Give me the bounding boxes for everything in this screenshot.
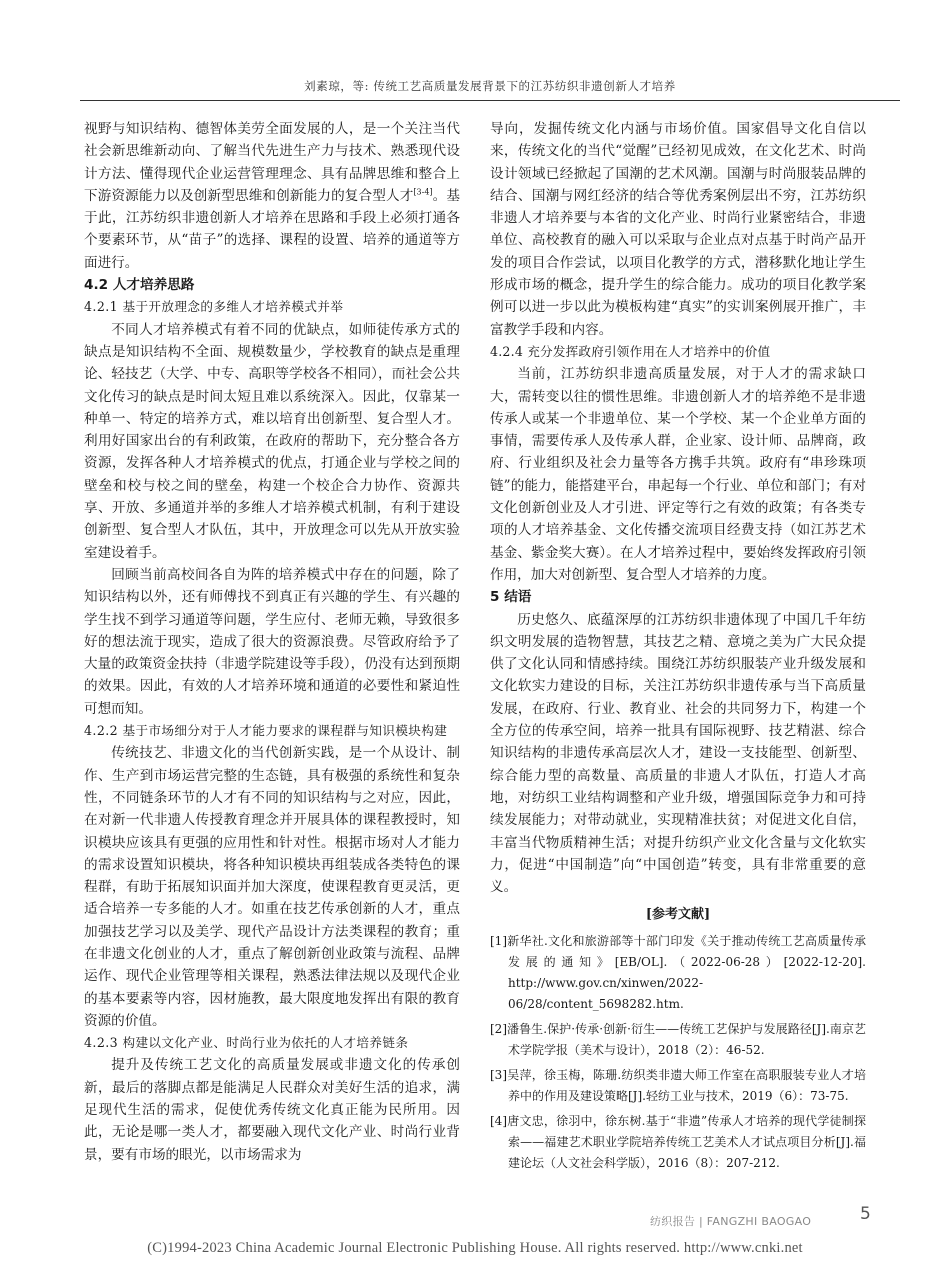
- copyright-notice: (C)1994-2023 China Academic Journal Electronic Publishing House. All rights reserved. http://www.cnki.net: [147, 1240, 803, 1256]
- paragraph-4-2-4: 当前，江苏纺织非遗高质量发展，对于人才的需求缺口大，需转变以往的惯性思维。非遗创新人才的培养绝不是非遗传承人或某一个非遗单位、某一个学校、某一个企业单方面的事情，需要传承人及传承人群，企业家、设计师、品牌商，政府、行业组织及社会力量等各方携手共筑。政府有“串珍珠项链”的能力，能搭建平台，串起每一个行业、单位和部门；有对文化创新创业及人才引进、评定等行之有效的政策；有各类专项的人才培养基金、文化传播交流项目经费支持（如江苏艺术基金、紫金奖大赛）。在人才培养过程中，要始终发挥政府引领作用，加大对创新型、复合型人才培养的力度。: [490, 366, 866, 583]
- paragraph-continuation: 视野与知识结构、德智体美劳全面发展的人，是一个关注当代社会新思维新动向、了解当代先进生产力与技术、熟悉现代设计方法、懂得现代企业运营管理理念、具有品牌思维和整合上下游资源能力以及创新型思维和创新能力的复合型人才[3-4]。基于此，江苏纺织非遗创新人才培养在思路和手段上必须打通各个要素环节，从“苗子”的选择、课程的设置、培养的通道等方面进行。: [84, 121, 460, 271]
- paragraph-4-2-3: 提升及传统工艺文化的高质量发展或非遗文化的传承创新，最后的落脚点都是能满足人民群众对美好生活的追求，满足现代生活的需求，促使优秀传统文化真正能为民所用。因此，无论是哪一类人才，都要融入现代文化产业、时尚行业背景，要有市场的眼光，以市场需求为: [84, 1057, 460, 1163]
- section-4-2-heading: 4.2 人才培养思路: [84, 277, 195, 294]
- section-4-2-3-heading: 4.2.3 构建以文化产业、时尚行业为依托的人才培养链条: [84, 1035, 409, 1051]
- reference-item: [1]新华社.文化和旅游部等十部门印发《关于推动传统工艺高质量传承发展的通知》[EB/OL].（2022-06-28）[2022-12-20]. http://www.gov.cn/xinwen/2022-06/28/content_5698282.htm.: [490, 933, 866, 1011]
- paragraph-4-2-1-a: 不同人才培养模式有着不同的优缺点，如师徒传承方式的缺点是知识结构不全面、规模数量少，学校教育的缺点是重理论、轻技艺（大学、中专、高职等学校各不相同），而社会公共文化传习的缺点是时间太短且难以系统深入。因此，仅靠某一种单一、特定的培养方式，难以培育出创新型、复合型人才。利用好国家出台的有利政策，在政府的帮助下，充分整合各方资源，发挥各种人才培养模式的优点，打通企业与学校之间的壁垒和校与校之间的壁垒，构建一个校企合力协作、资源共享、开放、多通道并举的多维人才培养模式机制，有利于建设创新型、复合型人才队伍，其中，开放理念可以先从开放实验室建设着手。: [84, 321, 460, 561]
- section-4-2-1-heading: 4.2.1 基于开放理念的多维人才培养模式并举: [84, 299, 344, 315]
- left-column: [84, 118, 460, 1166]
- running-header: 刘素琼，等: 传统工艺高质量发展背景下的江苏纺织非遗创新人才培养: [304, 79, 676, 93]
- right-column: [490, 118, 866, 1174]
- citation-3-4: [3-4]: [413, 187, 433, 197]
- section-4-2-2-heading: 4.2.2 基于市场细分对于人才能力要求的课程群与知识模块构建: [84, 723, 448, 739]
- paragraph-conclusion: 历史悠久、底蕴深厚的江苏纺织非遗体现了中国几千年纺织文明发展的造物智慧，其技艺之精、意境之美为广大民众提供了文化认同和情感持续。围绕江苏纺织服装产业升级发展和文化软实力建设的目标，关注江苏纺织非遗传承与当下高质量发展，在政府、行业、教育业、社会的共同努力下，构建一个全方位的传承空间，培养一批具有国际视野、技艺精湛、综合知识结构的非遗传承高层次人才，建设一支技能型、创新型、综合能力型的高数量、高质量的非遗人才队伍，打造人才高地，对纺织工业结构调整和产业升级，增强国际竞争力和可持续发展能力；对带动就业，实现精准扶贫；对促进文化自信，丰富当代物质精神生活；对提升纺织产业文化含量与文化软实力，促进“中国制造”向“中国创造”转变，具有非常重要的意义。: [490, 611, 866, 896]
- paragraph-4-2-3-continuation: 导向，发掘传统文化内涵与市场价值。国家倡导文化自信以来，传统文化的当代“觉醒”已经初见成效，在文化艺术、时尚设计领域已经掀起了国潮的艺术风潮。国潮与时尚服装品牌的结合、国潮与网红经济的结合等优秀案例层出不穷，江苏纺织非遗人才培养要与本省的文化产业、时尚行业紧密结合，非遗单位、高校教育的融入可以采取与企业点对点基于时尚产品开发的项目合作尝试，以项目化教学的方式，潜移默化地让学生形成市场的概念，提升学生的综合能力。成功的项目化教学案例可以进一步以此为模板构建“真实”的实训案例展开推广，丰富教学手段和内容。: [490, 121, 866, 338]
- reference-item: [3]吴萍，徐玉梅，陈珊.纺织类非遗大师工作室在高职服装专业人才培养中的作用及建设策略[J].轻纺工业与技术，2019（6）：73-75.: [490, 1067, 866, 1103]
- page-number: 5: [860, 1204, 871, 1224]
- section-5-heading: 5 结语: [490, 589, 532, 606]
- paragraph-4-2-1-b: 回顾当前高校间各自为阵的培养模式中存在的问题，除了知识结构以外，还有师傅找不到真正有兴趣的学生、有兴趣的学生找不到学习通道等问题，学生应付、老师无赖，导致很多好的想法流于现实，造成了很大的资源浪费。尽管政府给予了大量的政策资金扶持（非遗学院建设等手段），仍没有达到预期的效果。因此，有效的人才培养环境和通道的必要性和紧迫性可想而知。: [84, 566, 460, 717]
- journal-brand: 纺织报告 | FANGZHI BAOGAO: [650, 1215, 812, 1228]
- section-4-2-4-heading: 4.2.4 充分发挥政府引领作用在人才培养中的价值: [490, 343, 771, 359]
- references-title: [参考文献]: [645, 907, 711, 923]
- paragraph-4-2-2: 传统技艺、非遗文化的当代创新实践，是一个从设计、制作、生产到市场运营完整的生态链，具有极强的系统性和复杂性，不同链条环节的人才有不同的知识结构与之对应，因此，在对新一代非遗人传授教育理念并开展具体的课程教授时，知识模块应该具有更强的应用性和针对性。根据市场对人才能力的需求设置知识模块，将各种知识模块再组装成各类特色的课程群，有助于拓展知识面并加大深度，使课程教育更灵活，更适合培养一专多能的人才。如重在技艺传承创新的人才，重点加强技艺学习以及美学、现代产品设计方法类课程的教育；重在非遗文化创业的人才，重点了解创新创业政策与流程、品牌运作、现代企业管理等相关课程，熟悉法律法规以及现代企业的基本要素等内容，因材施教，最大限度地发挥出有限的教育资源的价值。: [84, 745, 460, 1029]
- reference-item: [4]唐文忠，徐羽中，徐东树.基于“非遗”传承人才培养的现代学徒制探索——福建艺术职业学院培养传统工艺美术人才试点项目分析[J].福建论坛（人文社会科学版），2016（8）：207-212.: [490, 1113, 866, 1170]
- header-rule: [80, 100, 900, 101]
- reference-item: [2]潘鲁生.保护·传承·创新·衍生——传统工艺保护与发展路径[J].南京艺术学院学报（美术与设计），2018（2）：46-52.: [490, 1021, 866, 1057]
